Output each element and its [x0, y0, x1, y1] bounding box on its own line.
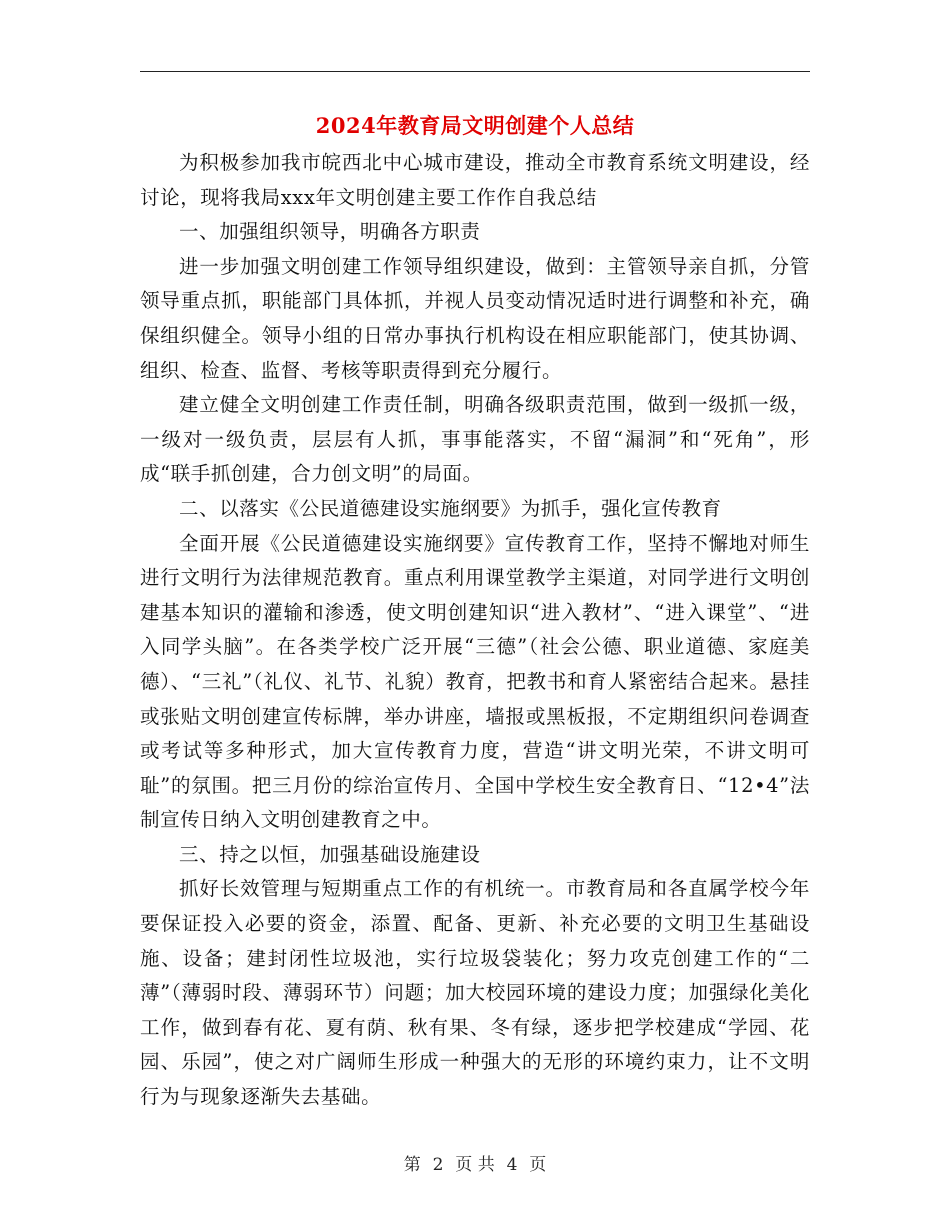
- header-rule: [140, 71, 810, 72]
- section-heading-1: 一、加强组织领导，明确各方职责: [179, 220, 481, 244]
- document-title: 2024年教育局文明创建个人总结: [315, 113, 635, 138]
- page-footer: [140, 1151, 810, 1179]
- page-number-prefix: 第: [403, 1155, 421, 1175]
- body-paragraph: 建立健全文明创建工作责任制，明确各级职责范围，做到一级抓一级，一级对一级负责，层层有人抓，事事能落实，不留“漏洞”和“死角”，形成“联手抓创建，合力创文明”的局面。: [140, 393, 810, 486]
- page-number-suffix: 页: [529, 1155, 547, 1175]
- section-heading-3: 三、持之以恒，加强基础设施建设: [179, 842, 481, 866]
- page-number-middle: 页 共: [455, 1155, 495, 1175]
- body-paragraph: 全面开展《公民道德建设实施纲要》宣传教育工作，坚持不懈地对师生进行文明行为法律规范教育。重点利用课堂教学主渠道，对同学进行文明创建基本知识的灌输和渗透，使文明创建知识“进入教材”、“进入课堂”、“进入同学头脑”。在各类学校广泛开展“三德”（社会公德、职业道德、家庭美德）、“三礼”（礼仪、礼节、礼貌）教育，把教书和育人紧密结合起来。悬挂或张贴文明创建宣传标牌，举办讲座，墙报或黑板报，不定期组织问卷调查或考试等多种形式，加大宣传教育力度，营造“讲文明光荣，不讲文明可耻”的氛围。把三月份的综治宣传月、全国中学校生安全教育日、“12•4”法制宣传日纳入文明创建教育之中。: [140, 531, 810, 832]
- section-heading-2: 二、以落实《公民道德建设实施纲要》为抓手，强化宣传教育: [179, 496, 722, 520]
- intro-paragraph: 为积极参加我市皖西北中心城市建设，推动全市教育系统文明建设，经讨论，现将我局xxx年文明创建主要工作作自我总结: [140, 151, 810, 209]
- body-paragraph: 进一步加强文明创建工作领导组织建设，做到：主管领导亲自抓，分管领导重点抓，职能部门具体抓，并视人员变动情况适时进行调整和补充，确保组织健全。领导小组的日常办事执行机构设在相应职能部门，使其协调、组织、检查、监督、考核等职责得到充分履行。: [140, 254, 810, 382]
- total-page-count: 4: [506, 1155, 518, 1175]
- body-paragraph: 抓好长效管理与短期重点工作的有机统一。市教育局和各直属学校今年要保证投入必要的资金，添置、配备、更新、补充必要的文明卫生基础设施、设备；建封闭性垃圾池，实行垃圾袋装化；努力攻克创建工作的“二薄”（薄弱时段、薄弱环节）问题；加大校园环境的建设力度；加强绿化美化工作，做到春有花、夏有荫、秋有果、冬有绿，逐步把学校建成“学园、花园、乐园”，使之对广阔师生形成一种强大的无形的环境约束力，让不文明行为与现象逐渐失去基础。: [140, 877, 810, 1109]
- current-page-number: 2: [432, 1155, 444, 1175]
- document-body: [140, 146, 810, 1115]
